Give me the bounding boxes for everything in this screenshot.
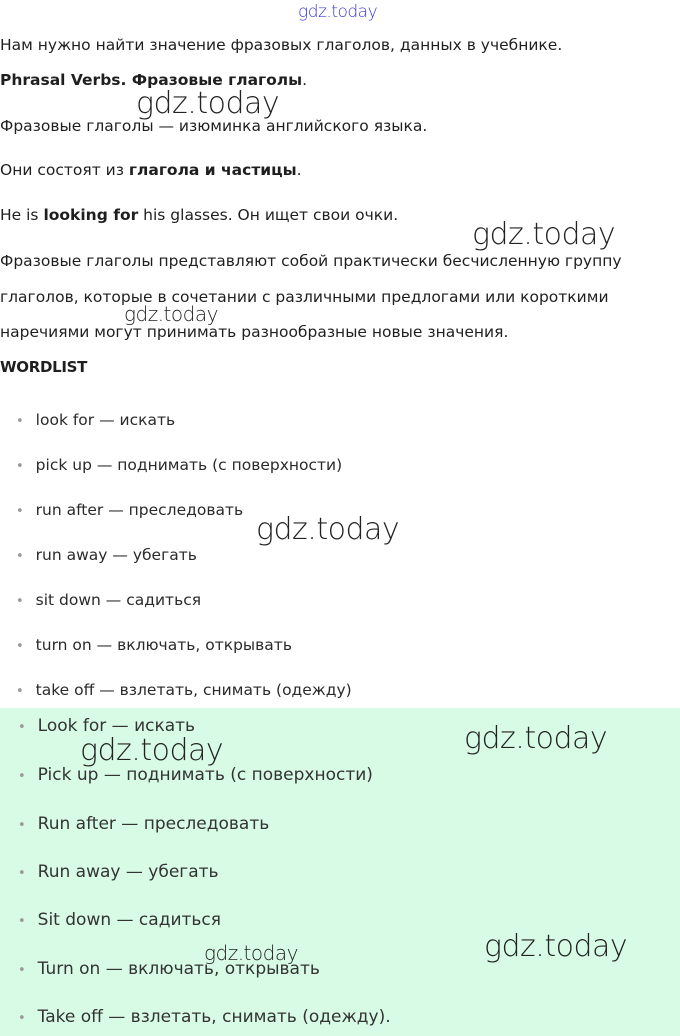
bullet-icon: • [18, 914, 26, 929]
bullet-icon: • [16, 549, 24, 564]
paragraph-3 [0, 205, 398, 225]
answer-item-text: Sit down — садиться [37, 910, 221, 930]
bullet-icon: • [16, 504, 24, 519]
watermark: gdz.today [136, 86, 280, 121]
wordlist-heading: WORDLIST [0, 358, 88, 376]
bullet-icon: • [16, 594, 24, 609]
list-item [16, 411, 175, 429]
paragraph-4-line-1: Фразовые глаголы представляют собой практически бесчисленную группу [0, 252, 622, 270]
bullet-icon: • [16, 639, 24, 654]
answer-item-text: Run after — преследовать [37, 814, 270, 834]
watermark: gdz.today [472, 217, 616, 252]
p2-bold: глагола и частицы [128, 161, 297, 179]
section-title-end: . [302, 71, 308, 89]
bullet-icon: • [18, 1011, 26, 1026]
watermark: gdz.today [464, 721, 608, 756]
bullet-icon: • [18, 720, 26, 735]
answer-item [18, 1007, 391, 1027]
list-item [16, 591, 201, 609]
bullet-icon: • [18, 769, 26, 784]
watermark: gdz.today [124, 302, 218, 326]
paragraph-4-line-3: наречиями могут принимать разнообразные новые значения. [0, 323, 509, 341]
list-item [16, 681, 352, 699]
list-item-text: sit down — садиться [35, 591, 202, 609]
paragraph-4-line-2: глаголов, которые в сочетании с различными предлогами или короткими [0, 288, 609, 306]
list-item-text: take off — взлетать, снимать (одежду) [35, 681, 352, 699]
answer-item [18, 814, 269, 834]
watermark: gdz.today [484, 929, 628, 964]
list-item [16, 456, 342, 474]
intro-text: Нам нужно найти значение фразовых глаголов, данных в учебнике. [0, 36, 563, 54]
answer-item-text: Look for — искать [37, 716, 196, 736]
list-item-text: run after — преследовать [35, 501, 244, 519]
watermark: gdz.today [204, 941, 298, 965]
paragraph-2 [0, 160, 302, 180]
list-item [16, 501, 243, 519]
bullet-icon: • [18, 963, 26, 978]
list-item-text: pick up — поднимать (с поверхности) [35, 456, 343, 474]
list-item [16, 546, 197, 564]
list-item [16, 636, 292, 654]
answer-item-text: Turn on — включать, открывать [37, 959, 320, 979]
answer-item-text: Pick up — поднимать (с поверхности) [37, 765, 373, 785]
watermark-top: gdz.today [298, 2, 378, 22]
answer-item [18, 862, 219, 882]
bullet-icon: • [18, 818, 26, 833]
p2-before: Они состоят из [0, 161, 129, 179]
answer-item [18, 765, 373, 785]
section-title-text: Phrasal Verbs. Фразовые глаголы [0, 71, 303, 89]
bullet-icon: • [16, 414, 24, 429]
bullet-icon: • [16, 459, 24, 474]
watermark: gdz.today [80, 733, 224, 768]
p3-after: his glasses. Он ищет свои очки. [138, 206, 399, 224]
answer-item [18, 910, 221, 930]
bullet-icon: • [16, 684, 24, 699]
p3-bold: looking for [43, 206, 139, 224]
list-item-text: look for — искать [35, 411, 176, 429]
paragraph-1: Фразовые глаголы — изюминка английского языка. [0, 117, 428, 135]
list-item-text: turn on — включать, открывать [35, 636, 292, 654]
list-item-text: run away — убегать [35, 546, 197, 564]
watermark: gdz.today [256, 512, 400, 547]
answer-item-text: Take off — взлетать, снимать (одежду). [37, 1007, 391, 1027]
bullet-icon: • [18, 866, 26, 881]
p2-after: . [296, 161, 302, 179]
p3-before: He is [0, 206, 44, 224]
answer-item-text: Run away — убегать [37, 862, 219, 882]
